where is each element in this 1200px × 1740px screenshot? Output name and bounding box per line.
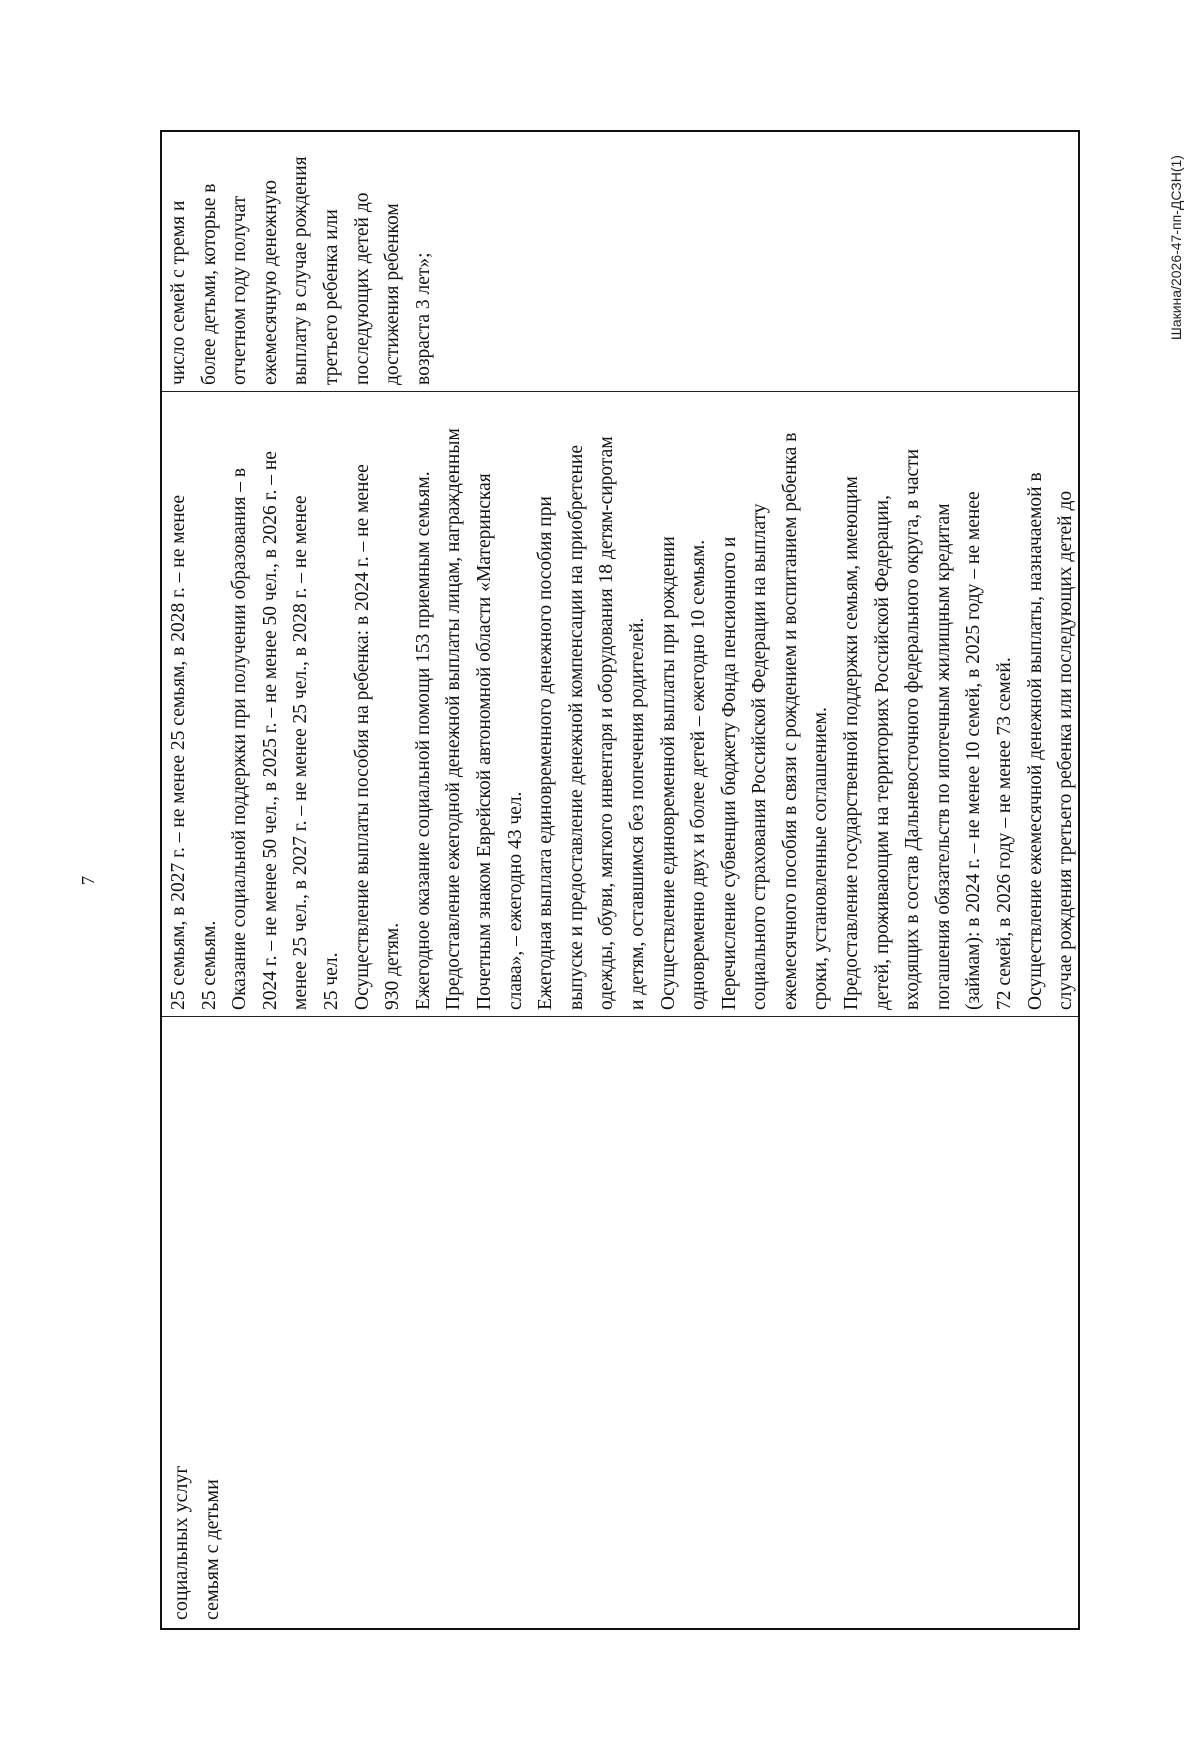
table-text-line: слава», – ежегодно 43 чел. xyxy=(504,791,526,1010)
table-text-line: Почетным знаком Еврейской автономной области «Материнская xyxy=(473,473,495,1010)
table-text-line: случае рождения третьего ребенка или последующих детей до xyxy=(1055,490,1077,1010)
table-text-line: менее 25 чел., в 2027 г. – не менее 25 чел., в 2028 г. – не менее xyxy=(290,495,312,1010)
table-text-line: (займам): в 2024 г. – не менее 10 семей, в 2025 году – не менее xyxy=(963,491,985,1010)
table-text-line: Ежегодная выплата единовременного денежного пособия при xyxy=(535,496,557,1010)
table-text-line: Ежегодное оказание социальной помощи 153 приемным семьям. xyxy=(412,471,434,1010)
table-text-line: Перечисление субвенции бюджету Фонда пенсионного и xyxy=(718,536,740,1010)
table-text-line: и детям, оставшимся без попечения родителей. xyxy=(626,617,648,1010)
table-text-line: возраста 3 лет»; xyxy=(412,252,434,385)
table-text-line: Осуществление единовременной выплаты при рождении xyxy=(657,536,679,1010)
table-text-line: более детьми, которые в xyxy=(198,183,220,385)
table-text-line: выплату в случае рождения xyxy=(290,156,312,385)
table-text-line: Предоставление государственной поддержки семьям, имеющим xyxy=(841,476,863,1010)
table-text-line: Предоставление ежегодной денежной выплаты лицам, награжденным xyxy=(443,428,465,1010)
table-text-line: Осуществление выплаты пособия на ребенка: в 2024 г. – не менее xyxy=(351,464,373,1010)
table-text-line: одновременно двух и более детей – ежегодно 10 семьям. xyxy=(688,539,710,1010)
table-text-line: 72 семей, в 2026 году – не менее 73 семей. xyxy=(994,657,1016,1010)
table-text-line: 25 чел. xyxy=(320,952,342,1010)
table-text-line: погашения обязательств по ипотечным жилищным кредитам xyxy=(932,503,954,1010)
program-table xyxy=(160,130,1080,1630)
table-text-line: социального страхования Российской Федерации на выплату xyxy=(749,503,771,1010)
page-number: 7 xyxy=(78,876,98,885)
table-text-line: третьего ребенка или xyxy=(320,209,342,385)
table-text-line: сроки, установленные соглашением. xyxy=(810,707,832,1010)
table-text-line: 25 семьям, в 2027 г. – не менее 25 семьям, в 2028 г. – не менее xyxy=(168,495,189,1010)
table-text-line: 930 детям. xyxy=(382,922,404,1010)
table-text-line: 2024 г. – не менее 50 чел., в 2025 г. – не менее 50 чел., в 2026 г. – не xyxy=(259,451,281,1010)
table-text-line: ежемесячную денежную xyxy=(259,180,281,385)
table-text-line: число семей с тремя и xyxy=(168,200,189,385)
table-text-line: одежды, обуви, мягкого инвентаря и оборудования 18 детям-сиротам xyxy=(596,436,618,1010)
table-text-line: выпуске и предоставление денежной компенсации на приобретение xyxy=(565,445,587,1010)
table-text-line: отчетном году получат xyxy=(229,195,251,385)
table-text-line: Осуществление ежемесячной денежной выплаты, назначаемой в xyxy=(1024,472,1046,1010)
table-text-line: ежемесячного пособия в связи с рождением и воспитанием ребенка в xyxy=(779,432,801,1010)
table-text-line: социальных услуг xyxy=(170,1465,192,1620)
table-text-line: семьям с детьми xyxy=(200,1479,223,1620)
table-cell-label xyxy=(162,1016,1078,1628)
table-cell-measures xyxy=(162,391,1078,1016)
document-footer-code: Шакина/2026-47-пп-ДСЗН(1) xyxy=(1168,155,1184,340)
table-text-line: детей, проживающим на территориях Российской Федерации, xyxy=(871,495,893,1010)
table-text-line: достижения ребенком xyxy=(382,203,404,385)
table-text-line: 25 семьям. xyxy=(198,920,220,1010)
table-text-line: входящих в состав Дальневосточного федерального округа, в части xyxy=(902,448,924,1010)
table-text-line: Оказание социальной поддержки при получении образования – в xyxy=(229,467,251,1010)
table-cell-indicator xyxy=(162,130,1078,391)
table-text-line: последующих детей до xyxy=(351,192,373,385)
